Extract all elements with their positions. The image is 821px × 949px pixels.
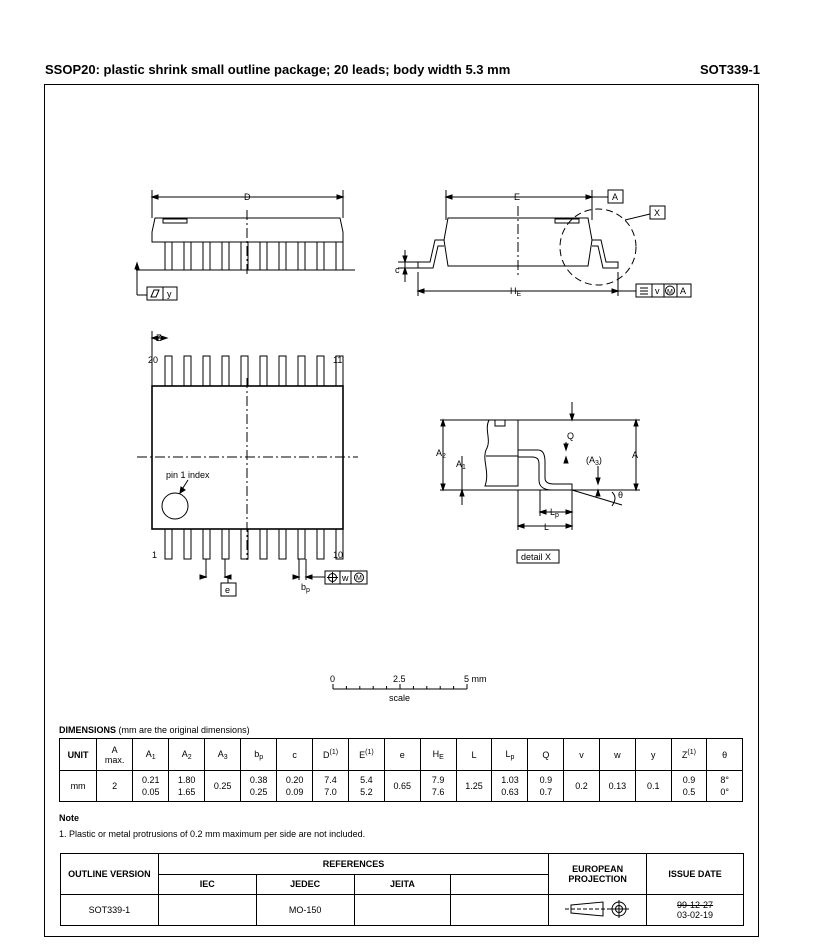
dim-value-5: 0.38 0.25 <box>241 771 277 802</box>
dim-header-15: w <box>599 739 635 771</box>
outline-version-value: SOT339-1 <box>61 895 159 926</box>
pin-20-label: 20 <box>148 355 159 365</box>
dim-value-16: 0.1 <box>635 771 671 802</box>
detail-x-label: X <box>654 208 661 218</box>
dim-label-lp: $L_p$ <box>550 507 559 519</box>
tolerance-m: M <box>667 289 673 296</box>
detail-x-caption: detail X <box>521 552 552 562</box>
dim-value-0: mm <box>60 771 97 802</box>
dim-header-5: $b_p$ <box>241 739 277 771</box>
dim-label-z: Z <box>156 333 162 343</box>
tolerance-w: w <box>342 573 349 583</box>
dimensions-table <box>59 738 743 802</box>
projection-symbol <box>549 895 647 926</box>
first-angle-projection-icon <box>563 898 633 920</box>
dim-header-10: $H_E$ <box>420 739 456 771</box>
dim-value-13: 0.9 0.7 <box>528 771 564 802</box>
dim-header-3: $A_2$ <box>169 739 205 771</box>
dim-value-10: 7.9 7.6 <box>420 771 456 802</box>
european-projection-header: EUROPEAN PROJECTION <box>549 854 647 895</box>
tolerance-v: v <box>655 286 660 296</box>
dim-label-c: c <box>395 265 400 275</box>
tolerance-a: A <box>680 286 687 296</box>
dim-value-4: 0.25 <box>205 771 241 802</box>
dim-value-1: 2 <box>97 771 133 802</box>
dim-header-7: $D^{(1)}$ <box>313 739 349 771</box>
dim-header-1: A max. <box>97 739 133 771</box>
iec-value <box>158 895 256 926</box>
dim-value-18: 8° 0° <box>707 771 743 802</box>
dimensions-title: DIMENSIONS (mm are the original dimensions) <box>59 725 250 735</box>
dim-label-a2: $A_2$ <box>436 448 446 460</box>
jeita-value <box>354 895 451 926</box>
outline-table <box>60 853 744 926</box>
dim-header-17: $Z^{(1)}$ <box>671 739 707 771</box>
front-view <box>135 190 355 300</box>
pin-11-label: 11 <box>333 355 343 365</box>
dim-header-4: $A_3$ <box>205 739 241 771</box>
dim-header-2: $A_1$ <box>133 739 169 771</box>
dim-label-a: A <box>632 450 639 460</box>
dim-label-y: y <box>167 289 172 299</box>
dim-header-0: UNIT <box>60 739 97 771</box>
pin1-index-label: pin 1 index <box>166 470 210 480</box>
dim-value-12: 1.03 0.63 <box>492 771 528 802</box>
end-view <box>398 190 691 297</box>
detail-x-view <box>440 402 640 563</box>
dim-value-15: 0.13 <box>599 771 635 802</box>
dim-header-8: $E^{(1)}$ <box>348 739 384 771</box>
dim-header-16: y <box>635 739 671 771</box>
dim-header-12: $L_p$ <box>492 739 528 771</box>
dim-header-9: e <box>384 739 420 771</box>
dim-value-2: 0.21 0.05 <box>133 771 169 802</box>
dim-value-9: 0.65 <box>384 771 420 802</box>
dim-value-3: 1.80 1.65 <box>169 771 205 802</box>
dim-value-6: 0.20 0.09 <box>277 771 313 802</box>
scale-label: scale <box>389 693 411 703</box>
issue-date-current: 03-02-19 <box>677 910 714 920</box>
pin-1-label: 1 <box>152 550 158 560</box>
iec-header: IEC <box>158 874 256 895</box>
issue-date-old: 99-12-27 <box>677 900 714 910</box>
dim-label-q: Q <box>567 431 575 441</box>
note-title: Note <box>59 813 79 823</box>
pin-10-label: 10 <box>333 550 344 560</box>
dim-label-bp: $b_p$ <box>301 582 310 594</box>
jedec-header: JEDEC <box>256 874 354 895</box>
dim-label-a3: $(A_3)$ <box>586 455 602 467</box>
issue-date-value <box>647 895 744 926</box>
dim-value-11: 1.25 <box>456 771 492 802</box>
references-header: REFERENCES <box>158 854 548 875</box>
note-item: 1. Plastic or metal protrusions of 0.2 mm maximum per side are not included. <box>59 829 366 839</box>
datum-a-label: A <box>612 192 619 202</box>
scale-tick-0: 0 <box>330 674 336 684</box>
jeita-header: JEITA <box>354 874 451 895</box>
outline-version-header: OUTLINE VERSION <box>61 854 159 895</box>
dim-header-13: Q <box>528 739 564 771</box>
references-blank-value <box>451 895 549 926</box>
scale-tick-2-5: 2.5 <box>393 674 406 684</box>
dim-value-17: 0.9 0.5 <box>671 771 707 802</box>
package-code: SOT339-1 <box>700 62 760 77</box>
dim-label-e-pitch: e <box>225 585 231 595</box>
dim-header-11: L <box>456 739 492 771</box>
references-blank <box>451 874 549 895</box>
tolerance-m2: M <box>356 575 362 582</box>
jedec-value: MO-150 <box>256 895 354 926</box>
dim-value-8: 5.4 5.2 <box>348 771 384 802</box>
dim-header-18: θ <box>707 739 743 771</box>
dim-value-7: 7.4 7.0 <box>313 771 349 802</box>
dim-label-he: $H_E$ <box>510 286 522 298</box>
scale-tick-5: 5 mm <box>464 674 487 684</box>
page-title: SSOP20: plastic shrink small outline package; 20 leads; body width 5.3 mm <box>45 62 511 77</box>
scale-bar <box>333 684 467 689</box>
dim-label-l: L <box>544 522 550 532</box>
issue-date-header: ISSUE DATE <box>647 854 744 895</box>
dim-value-14: 0.2 <box>564 771 600 802</box>
dim-label-theta: θ <box>618 490 624 500</box>
dim-label-a1: $A_1$ <box>456 459 466 471</box>
dim-label-e: E <box>514 192 521 202</box>
dim-header-14: v <box>564 739 600 771</box>
dim-label-d: D <box>244 192 251 202</box>
dim-header-6: c <box>277 739 313 771</box>
